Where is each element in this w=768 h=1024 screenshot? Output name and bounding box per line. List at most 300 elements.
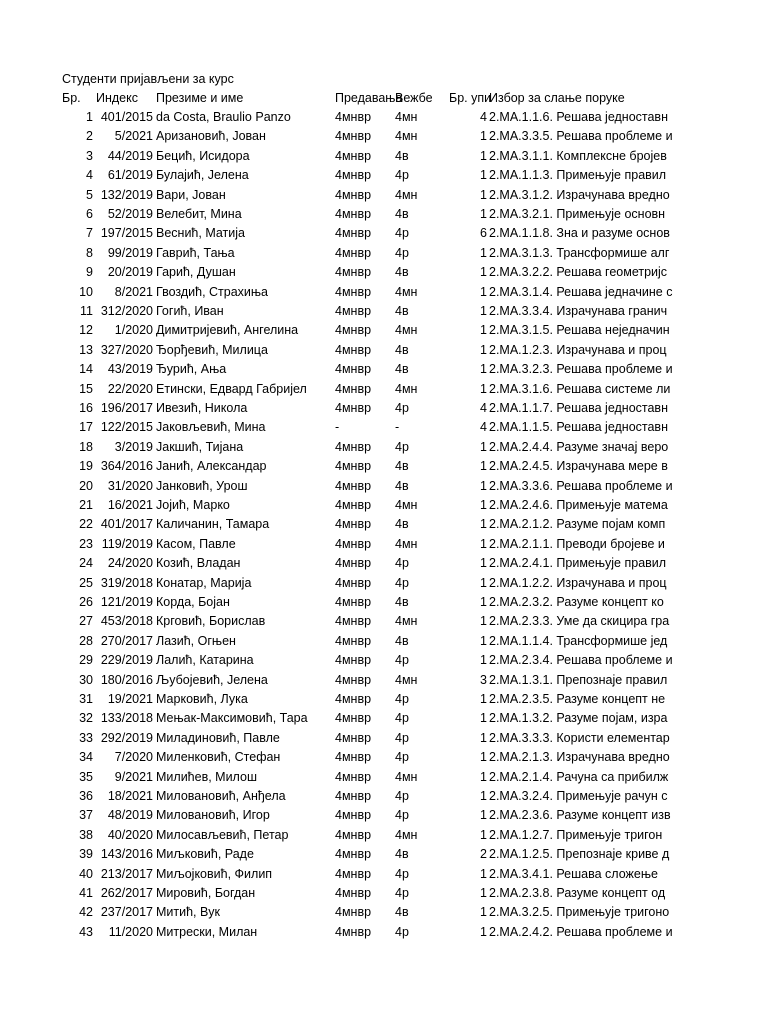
table-row[interactable] [0,709,670,728]
student-index[interactable]: 7/2020 [114,750,153,765]
lectures-cell[interactable]: 4мнвр [335,459,372,474]
lectures-cell[interactable]: 4мнвр [335,556,372,571]
table-row[interactable] [0,884,670,903]
student-index[interactable]: 237/2017 [100,905,153,920]
row-number[interactable]: 30 [79,672,93,687]
table-row[interactable] [0,341,670,360]
row-number[interactable]: 32 [79,711,93,726]
enrollment-count[interactable]: 1 [480,284,487,299]
exercises-cell[interactable]: 4в [395,517,409,532]
enrollment-count[interactable]: 1 [480,362,487,377]
header-exercises[interactable]: Вежбе [395,91,433,105]
lectures-cell[interactable]: 4мнвр [335,265,372,280]
enrollment-count[interactable]: 1 [480,187,487,202]
exercises-cell[interactable]: 4мн [395,381,418,396]
message-choice[interactable]: 2.МА.2.1.4. Рачуна са прибилж [489,769,669,784]
message-choice[interactable]: 2.МА.3.1.4. Решава једначине с [489,284,673,299]
enrollment-count[interactable]: 1 [480,536,487,551]
student-index[interactable]: 180/2016 [100,672,153,687]
header-number[interactable]: Бр. [62,91,81,105]
table-row[interactable] [0,224,670,243]
enrollment-count[interactable]: 4 [480,110,487,124]
enrollment-count[interactable]: 1 [480,924,487,939]
lectures-cell[interactable]: 4мнвр [335,653,372,668]
enrollment-count[interactable]: 1 [480,459,487,474]
lectures-cell[interactable]: 4мнвр [335,905,372,920]
table-row[interactable] [0,205,670,224]
lectures-cell[interactable]: 4мнвр [335,284,372,299]
row-number[interactable]: 25 [79,575,93,590]
message-choice[interactable]: 2.МА.1.2.3. Израчунава и проц [489,342,667,357]
student-index[interactable]: 262/2017 [100,886,153,900]
exercises-cell[interactable]: 4р [395,866,409,881]
student-index[interactable]: 16/2021 [107,498,153,512]
student-index[interactable]: 122/2015 [100,420,153,435]
message-choice[interactable]: 2.МА.3.2.3. Решава проблеме и [489,362,673,377]
lectures-cell[interactable]: 4мнвр [335,148,372,163]
student-name[interactable]: Бецић, Исидора [156,148,250,163]
exercises-cell[interactable]: 4мн [395,110,418,124]
enrollment-count[interactable]: 2 [480,847,487,862]
enrollment-count[interactable]: 1 [480,381,487,396]
lectures-cell[interactable]: 4мнвр [335,342,372,357]
message-choice[interactable]: 2.МА.3.1.2. Израчунава вредно [489,187,670,202]
student-index[interactable]: 44/2019 [107,148,153,163]
student-name[interactable]: Веснић, Матија [156,226,245,241]
row-number[interactable]: 20 [79,478,93,493]
table-row[interactable] [0,593,670,612]
exercises-cell[interactable]: 4в [395,362,409,377]
student-index[interactable]: 3/2019 [114,439,153,454]
student-index[interactable]: 121/2019 [100,595,153,609]
row-number[interactable]: 40 [79,866,93,881]
row-number[interactable]: 39 [79,847,93,862]
exercises-cell[interactable]: 4р [395,789,409,803]
enrollment-count[interactable]: 1 [480,866,487,881]
student-index[interactable]: 229/2019 [100,653,153,668]
student-index[interactable]: 292/2019 [100,730,153,745]
row-number[interactable]: 42 [79,905,93,920]
lectures-cell[interactable]: 4мнвр [335,226,372,241]
message-choice[interactable]: 2.МА.2.3.2. Разуме концепт ко [489,595,664,609]
message-choice[interactable]: 2.МА.1.2.5. Препознаје криве д [489,847,670,862]
lectures-cell[interactable]: 4мнвр [335,692,372,706]
row-number[interactable]: 15 [79,381,93,396]
message-choice[interactable]: 2.МА.3.3.6. Решава проблеме и [489,478,673,493]
student-index[interactable]: 5/2021 [114,129,153,144]
student-name[interactable]: Милосављевић, Петар [156,827,289,842]
enrollment-count[interactable]: 1 [480,478,487,493]
student-name[interactable]: Миловановић, Игор [156,808,270,823]
exercises-cell[interactable]: 4в [395,595,409,609]
table-row[interactable] [0,632,670,651]
row-number[interactable]: 41 [79,886,93,900]
header-index[interactable]: Индекс [96,91,138,105]
student-index[interactable]: 99/2019 [107,245,153,260]
table-row[interactable] [0,690,670,709]
exercises-cell[interactable]: 4в [395,847,409,862]
lectures-cell[interactable]: 4мнвр [335,750,372,765]
row-number[interactable]: 13 [79,342,93,357]
table-row[interactable] [0,321,670,340]
message-choice[interactable]: 2.МА.2.3.4. Решава проблеме и [489,653,673,668]
message-choice[interactable]: 2.МА.3.3.3. Користи елементар [489,730,670,745]
student-name[interactable]: Љубојевић, Јелена [156,672,268,687]
student-name[interactable]: Митрески, Милан [156,924,258,939]
exercises-cell[interactable]: 4р [395,808,409,823]
message-choice[interactable]: 2.МА.2.4.1. Примењује правил [489,556,667,571]
lectures-cell[interactable]: 4мнвр [335,517,372,532]
student-index[interactable]: 20/2019 [107,265,153,280]
enrollment-count[interactable]: 1 [480,207,487,221]
lectures-cell[interactable]: 4мнвр [335,323,372,338]
enrollment-count[interactable]: 1 [480,168,487,183]
exercises-cell[interactable]: 4мн [395,672,418,687]
exercises-cell[interactable]: 4в [395,905,409,920]
row-number[interactable]: 22 [79,517,93,532]
exercises-cell[interactable]: 4р [395,924,409,939]
header-lectures[interactable]: Предавања [335,91,403,105]
message-choice[interactable]: 2.МА.2.3.6. Разуме концепт изв [489,808,671,823]
student-index[interactable]: 270/2017 [100,633,153,648]
enrollment-count[interactable]: 4 [480,420,487,435]
row-number[interactable]: 14 [79,362,93,377]
row-number[interactable]: 1 [86,110,93,124]
message-choice[interactable]: 2.МА.3.2.2. Решава геометријс [489,265,668,280]
lectures-cell[interactable]: 4мнвр [335,866,372,881]
exercises-cell[interactable]: 4в [395,148,409,163]
row-number[interactable]: 18 [79,439,93,454]
table-row[interactable] [0,574,670,593]
row-number[interactable]: 19 [79,459,93,474]
student-index[interactable]: 31/2020 [107,478,153,493]
student-name[interactable]: Лалић, Катарина [156,653,254,668]
lectures-cell[interactable]: 4мнвр [335,711,372,726]
row-number[interactable]: 43 [79,924,93,939]
enrollment-count[interactable]: 4 [480,401,487,415]
row-number[interactable]: 33 [79,730,93,745]
exercises-cell[interactable]: 4в [395,342,409,357]
student-name[interactable]: Гогић, Иван [156,304,224,318]
lectures-cell[interactable]: 4мнвр [335,439,372,454]
exercises-cell[interactable]: 4р [395,401,409,415]
student-index[interactable]: 319/2018 [100,575,153,590]
message-choice[interactable]: 2.МА.1.3.2. Разуме појам, изра [489,711,668,726]
enrollment-count[interactable]: 1 [480,886,487,900]
message-choice[interactable]: 2.МА.1.1.4. Трансформише јед [489,633,668,648]
lectures-cell[interactable]: 4мнвр [335,304,372,318]
exercises-cell[interactable]: 4мн [395,769,418,784]
exercises-cell[interactable]: 4мн [395,614,418,629]
lectures-cell[interactable]: 4мнвр [335,401,372,415]
student-name[interactable]: Лазић, Огњен [156,633,236,648]
message-choice[interactable]: 2.МА.2.3.3. Уме да скицира гра [489,614,670,629]
table-row[interactable] [0,283,673,302]
student-name[interactable]: Касом, Павле [156,536,236,551]
student-name[interactable]: Ђурић, Ања [156,362,227,377]
exercises-cell[interactable]: 4в [395,459,409,474]
message-choice[interactable]: 2.МА.2.4.5. Израчунава мере в [489,459,668,474]
row-number[interactable]: 10 [79,284,93,299]
enrollment-count[interactable]: 1 [480,692,487,706]
student-name[interactable]: Аризановић, Јован [156,129,266,144]
student-index[interactable]: 312/2020 [100,304,153,318]
student-name[interactable]: Марковић, Лука [156,692,248,706]
row-number[interactable]: 37 [79,808,93,823]
table-row[interactable] [0,438,670,457]
table-row[interactable] [0,496,670,515]
table-row[interactable] [0,477,673,496]
student-name[interactable]: Гвоздић, Страхиња [156,284,269,299]
exercises-cell[interactable]: - [395,420,400,435]
exercises-cell[interactable]: 4р [395,575,409,590]
student-name[interactable]: Јојић, Марко [156,498,230,512]
exercises-cell[interactable]: 4мн [395,129,418,144]
lectures-cell[interactable]: 4мнвр [335,595,372,609]
student-name[interactable]: Ивезић, Никола [156,401,248,415]
exercises-cell[interactable]: 4в [395,633,409,648]
student-name[interactable]: Јанић, Александар [156,459,267,474]
student-name[interactable]: Миладиновић, Павле [156,730,280,745]
enrollment-count[interactable]: 1 [480,517,487,532]
lectures-cell[interactable]: 4мнвр [335,245,372,260]
student-index[interactable]: 213/2017 [100,866,153,881]
message-choice[interactable]: 2.МА.2.1.1. Преводи бројеве и [489,536,665,551]
row-number[interactable]: 34 [79,750,93,765]
enrollment-count[interactable]: 6 [480,226,487,241]
enrollment-count[interactable]: 1 [480,498,487,512]
student-name[interactable]: Булајић, Јелена [156,168,249,183]
exercises-cell[interactable]: 4р [395,439,409,454]
table-row[interactable] [0,923,673,942]
enrollment-count[interactable]: 1 [480,304,487,318]
student-index[interactable]: 24/2020 [107,556,153,571]
row-number[interactable]: 17 [79,420,93,435]
message-choice[interactable]: 2.МА.3.2.5. Примењује тригоно [489,905,670,920]
message-choice[interactable]: 2.МА.3.4.1. Решава сложење [489,866,658,881]
student-name[interactable]: da Costa, Braulio Panzo [156,110,291,124]
table-row[interactable] [0,729,670,748]
enrollment-count[interactable]: 1 [480,595,487,609]
table-row[interactable] [0,612,670,631]
student-name[interactable]: Корда, Бојан [156,595,230,609]
lectures-cell[interactable]: 4мнвр [335,808,372,823]
lectures-cell[interactable]: 4мнвр [335,498,372,512]
enrollment-count[interactable]: 1 [480,614,487,629]
row-number[interactable]: 38 [79,827,93,842]
message-choice[interactable]: 2.МА.1.3.1. Препознаје правил [489,672,668,687]
row-number[interactable]: 5 [86,187,93,202]
enrollment-count[interactable]: 1 [480,439,487,454]
message-choice[interactable]: 2.МА.1.1.3. Примењује правил [489,168,667,183]
message-choice[interactable]: 2.МА.3.1.3. Трансформише алг [489,245,670,260]
enrollment-count[interactable]: 1 [480,265,487,280]
student-name[interactable]: Велебит, Мина [156,207,242,221]
exercises-cell[interactable]: 4р [395,711,409,726]
lectures-cell[interactable]: - [335,420,340,435]
student-name[interactable]: Миљојковић, Филип [156,866,273,881]
student-name[interactable]: Козић, Владан [156,556,241,571]
lectures-cell[interactable]: 4мнвр [335,672,372,687]
row-number[interactable]: 3 [86,148,93,163]
lectures-cell[interactable]: 4мнвр [335,478,372,493]
message-choice[interactable]: 2.МА.1.1.7. Решава једноставн [489,401,668,415]
row-number[interactable]: 35 [79,769,93,784]
row-number[interactable]: 23 [79,536,93,551]
enrollment-count[interactable]: 1 [480,653,487,668]
lectures-cell[interactable]: 4мнвр [335,536,372,551]
exercises-cell[interactable]: 4мн [395,323,418,338]
student-name[interactable]: Мировић, Богдан [156,886,256,900]
row-number[interactable]: 26 [79,595,93,609]
table-row[interactable] [0,806,670,825]
student-index[interactable]: 61/2019 [107,168,153,183]
exercises-cell[interactable]: 4мн [395,284,418,299]
enrollment-count[interactable]: 1 [480,129,487,144]
exercises-cell[interactable]: 4р [395,226,409,241]
table-row[interactable] [0,457,670,476]
table-row[interactable] [0,845,670,864]
student-index[interactable]: 9/2021 [114,769,153,784]
message-choice[interactable]: 2.МА.2.4.6. Примењује матема [489,498,668,512]
student-index[interactable]: 133/2018 [100,711,153,726]
enrollment-count[interactable]: 1 [480,575,487,590]
message-choice[interactable]: 2.МА.2.3.8. Разуме концепт од [489,886,666,900]
row-number[interactable]: 8 [86,245,93,260]
student-name[interactable]: Милићев, Милош [156,769,257,784]
enrollment-count[interactable]: 1 [480,245,487,260]
exercises-cell[interactable]: 4р [395,730,409,745]
table-row[interactable] [0,768,670,787]
message-choice[interactable]: 2.МА.1.1.8. Зна и разуме основ [489,226,670,241]
row-number[interactable]: 24 [79,556,93,571]
lectures-cell[interactable]: 4мнвр [335,207,372,221]
lectures-cell[interactable]: 4мнвр [335,633,372,648]
lectures-cell[interactable]: 4мнвр [335,110,372,124]
student-index[interactable]: 364/2016 [100,459,153,474]
student-name[interactable]: Мењак-Максимовић, Тара [156,711,308,726]
student-name[interactable]: Јанковић, Урош [156,478,248,493]
message-choice[interactable]: 2.МА.2.4.2. Решава проблеме и [489,924,673,939]
student-index[interactable]: 327/2020 [100,342,153,357]
student-name[interactable]: Димитријевић, Ангелина [156,323,299,338]
exercises-cell[interactable]: 4р [395,245,409,260]
table-row[interactable] [0,263,670,282]
student-name[interactable]: Јаковљевић, Мина [156,420,266,435]
table-row[interactable] [0,903,670,922]
lectures-cell[interactable]: 4мнвр [335,769,372,784]
header-name[interactable]: Презиме и име [156,91,244,105]
enrollment-count[interactable]: 1 [480,148,487,163]
student-name[interactable]: Миловановић, Анђела [156,789,286,803]
student-name[interactable]: Етински, Едвард Габријел [156,381,307,396]
row-number[interactable]: 28 [79,633,93,648]
enrollment-count[interactable]: 1 [480,342,487,357]
student-name[interactable]: Конатар, Марија [156,575,252,590]
student-index[interactable]: 19/2021 [107,692,153,706]
exercises-cell[interactable]: 4р [395,556,409,571]
message-choice[interactable]: 2.МА.2.1.2. Разуме појам комп [489,517,666,532]
table-row[interactable] [0,380,670,399]
row-number[interactable]: 6 [86,207,93,221]
table-row[interactable] [0,166,670,185]
exercises-cell[interactable]: 4мн [395,187,418,202]
student-index[interactable]: 132/2019 [100,187,153,202]
lectures-cell[interactable]: 4мнвр [335,730,372,745]
row-number[interactable]: 31 [79,692,93,706]
enrollment-count[interactable]: 1 [480,730,487,745]
table-row[interactable] [0,865,670,884]
header-enrollment-count[interactable]: Бр. упи [449,91,492,105]
student-name[interactable]: Гарић, Душан [156,265,236,280]
student-name[interactable]: Митић, Вук [156,905,220,920]
student-name[interactable]: Вари, Јован [156,187,226,202]
enrollment-count[interactable]: 1 [480,769,487,784]
lectures-cell[interactable]: 4мнвр [335,575,372,590]
row-number[interactable]: 9 [86,265,93,280]
row-number[interactable]: 11 [80,304,93,318]
student-index[interactable]: 401/2017 [100,517,153,532]
student-index[interactable]: 1/2020 [114,323,153,338]
exercises-cell[interactable]: 4р [395,168,409,183]
exercises-cell[interactable]: 4р [395,653,409,668]
lectures-cell[interactable]: 4мнвр [335,168,372,183]
exercises-cell[interactable]: 4мн [395,827,418,842]
table-row[interactable] [0,515,670,534]
exercises-cell[interactable]: 4мн [395,536,418,551]
message-choice[interactable]: 2.МА.2.3.5. Разуме концепт не [489,692,666,706]
message-choice[interactable]: 2.МА.2.4.4. Разуме значај веро [489,439,669,454]
row-number[interactable]: 7 [86,226,93,241]
student-index[interactable]: 453/2018 [100,614,153,629]
message-choice[interactable]: 2.МА.1.1.6. Решава једноставн [489,110,668,124]
student-name[interactable]: Миљковић, Раде [156,847,254,862]
student-index[interactable]: 119/2019 [101,536,153,551]
message-choice[interactable]: 2.МА.3.1.6. Решава системе ли [489,381,671,396]
table-row[interactable] [0,651,673,670]
student-name[interactable]: Крговић, Борислав [156,614,266,629]
student-index[interactable]: 52/2019 [107,207,153,221]
table-row[interactable] [0,748,670,767]
exercises-cell[interactable]: 4в [395,207,409,221]
lectures-cell[interactable]: 4мнвр [335,187,372,202]
enrollment-count[interactable]: 1 [480,556,487,571]
student-index[interactable]: 143/2016 [100,847,153,862]
table-row[interactable] [0,671,670,690]
exercises-cell[interactable]: 4р [395,886,409,900]
row-number[interactable]: 29 [79,653,93,668]
enrollment-count[interactable]: 1 [480,808,487,823]
row-number[interactable]: 2 [86,129,93,144]
exercises-cell[interactable]: 4р [395,750,409,765]
enrollment-count[interactable]: 1 [480,789,487,803]
table-row[interactable] [0,399,670,418]
table-row[interactable] [0,108,670,127]
row-number[interactable]: 21 [79,498,93,512]
table-row[interactable] [0,186,670,205]
table-row[interactable] [0,418,670,437]
table-row[interactable] [0,360,673,379]
student-index[interactable]: 48/2019 [107,808,153,823]
table-row[interactable] [0,787,670,806]
enrollment-count[interactable]: 3 [480,672,487,687]
student-index[interactable]: 40/2020 [107,827,153,842]
message-choice[interactable]: 2.МА.3.2.1. Примењује основн [489,207,666,221]
student-index[interactable]: 401/2015 [100,110,153,124]
row-number[interactable]: 12 [79,323,93,338]
message-choice[interactable]: 2.МА.3.1.5. Решава неједначин [489,323,670,338]
message-choice[interactable]: 2.МА.3.3.4. Израчунава гранич [489,304,668,318]
